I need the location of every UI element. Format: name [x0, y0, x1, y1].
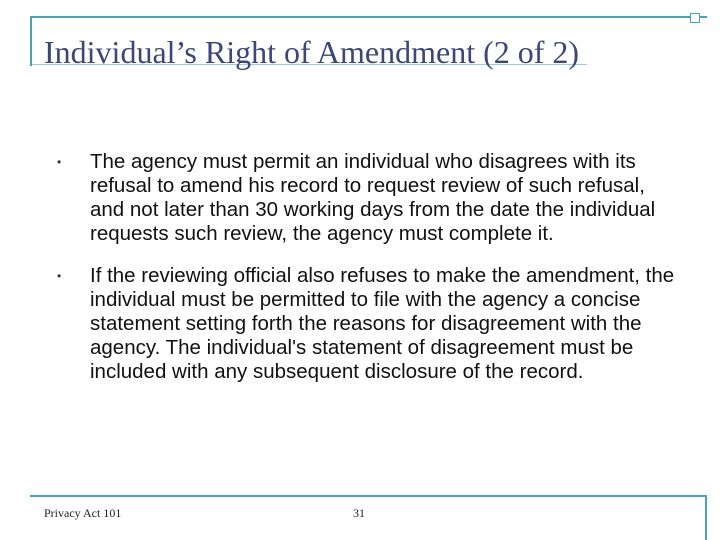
right-vertical-rule: [705, 495, 707, 540]
slide-title: Individual’s Right of Amendment (2 of 2): [44, 34, 580, 70]
left-vertical-rule: [30, 16, 32, 66]
corner-square-icon: [690, 13, 700, 23]
top-rule: [30, 16, 707, 18]
footer-course-name: Privacy Act 101: [44, 506, 122, 520]
bullet-text: If the reviewing official also refuses to make the amendment, the individual must be permitted to file with the agency a concise statement setting forth the reasons for disagreement with the agency. The individual's statement of disagreement must be included with any subsequent disclosure of the record.: [90, 264, 675, 383]
bullet-dot-icon: •: [57, 269, 62, 283]
bullet-dot-icon: •: [57, 155, 62, 169]
bottom-rule: [30, 495, 707, 497]
bullet-list: [0, 150, 720, 402]
bullet-item: [0, 264, 720, 384]
page-number: 31: [353, 506, 365, 520]
bullet-item: [0, 150, 720, 246]
bullet-text: The agency must permit an individual who disagrees with its refusal to amend his record to request review of such refusal, and not later than 30 working days from the date the individual requests such review, the agency must complete it.: [90, 150, 656, 245]
